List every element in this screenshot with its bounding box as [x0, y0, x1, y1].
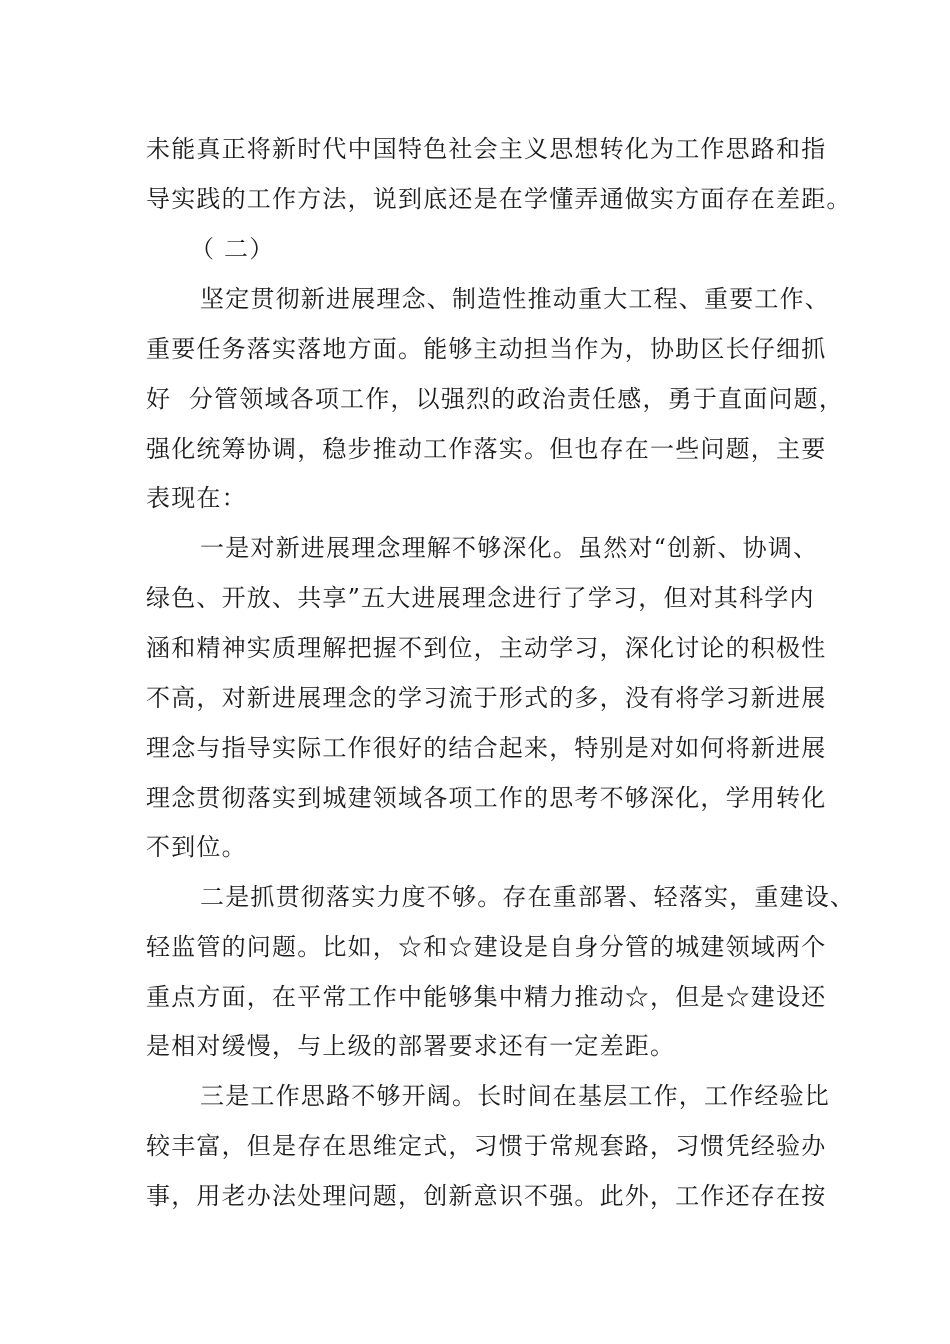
text-line: 强化统筹协调，稳步推动工作落实。但也存在一些问题，主要	[146, 435, 827, 463]
text-line: 涵和精神实质理解把握不到位，主动学习，深化讨论的积极性	[146, 634, 827, 662]
paragraph-start-line: 一是对新进展理念理解不够深化。虽然对“创新、协调、	[200, 534, 819, 562]
paragraph-start-line: 三是工作思路不够开阔。长时间在基层工作，工作经验比	[200, 1082, 830, 1110]
paragraph-start-line: 坚定贯彻新进展理念、制造性推动重大工程、重要工作、	[200, 285, 830, 313]
text-line: 理念贯彻落实到城建领域各项工作的思考不够深化，学用转化	[146, 784, 827, 812]
text-line: 表现在：	[146, 484, 247, 512]
text-line: 较丰富，但是存在思维定式，习惯于常规套路，习惯凭经验办	[146, 1132, 827, 1160]
paragraph-start-line: 二是抓贯彻落实力度不够。存在重部署、轻落实，重建设、	[200, 883, 856, 911]
text-line: 导实践的工作方法，说到底还是在学懂弄通做实方面存在差距。	[146, 185, 852, 213]
text-line: 绿色、开放、共享”五大进展理念进行了学习，但对其科学内	[146, 584, 815, 612]
text-line: 不高，对新进展理念的学习流于形式的多，没有将学习新进展	[146, 684, 827, 712]
text-line: 轻监管的问题。比如，☆和☆建设是自身分管的城建领域两个	[146, 933, 827, 961]
text-line: 重要任务落实落地方面。能够主动担当作为，协助区长仔细抓	[146, 335, 827, 363]
text-line: 重点方面，在平常工作中能够集中精力推动☆，但是☆建设还	[146, 983, 827, 1011]
text-line: 未能真正将新时代中国特色社会主义思想转化为工作思路和指	[146, 135, 827, 163]
text-line: 不到位。	[146, 833, 247, 861]
text-line: 好 分管领域各项工作，以强烈的政治责任感，勇于直面问题，	[146, 385, 845, 413]
section-heading: （ 二）	[190, 235, 275, 263]
text-line: 事，用老办法处理问题，创新意识不强。此外，工作还存在按	[146, 1182, 827, 1210]
text-line: 理念与指导实际工作很好的结合起来，特别是对如何将新进展	[146, 734, 827, 762]
text-line: 是相对缓慢，与上级的部署要求还有一定差距。	[146, 1032, 676, 1060]
